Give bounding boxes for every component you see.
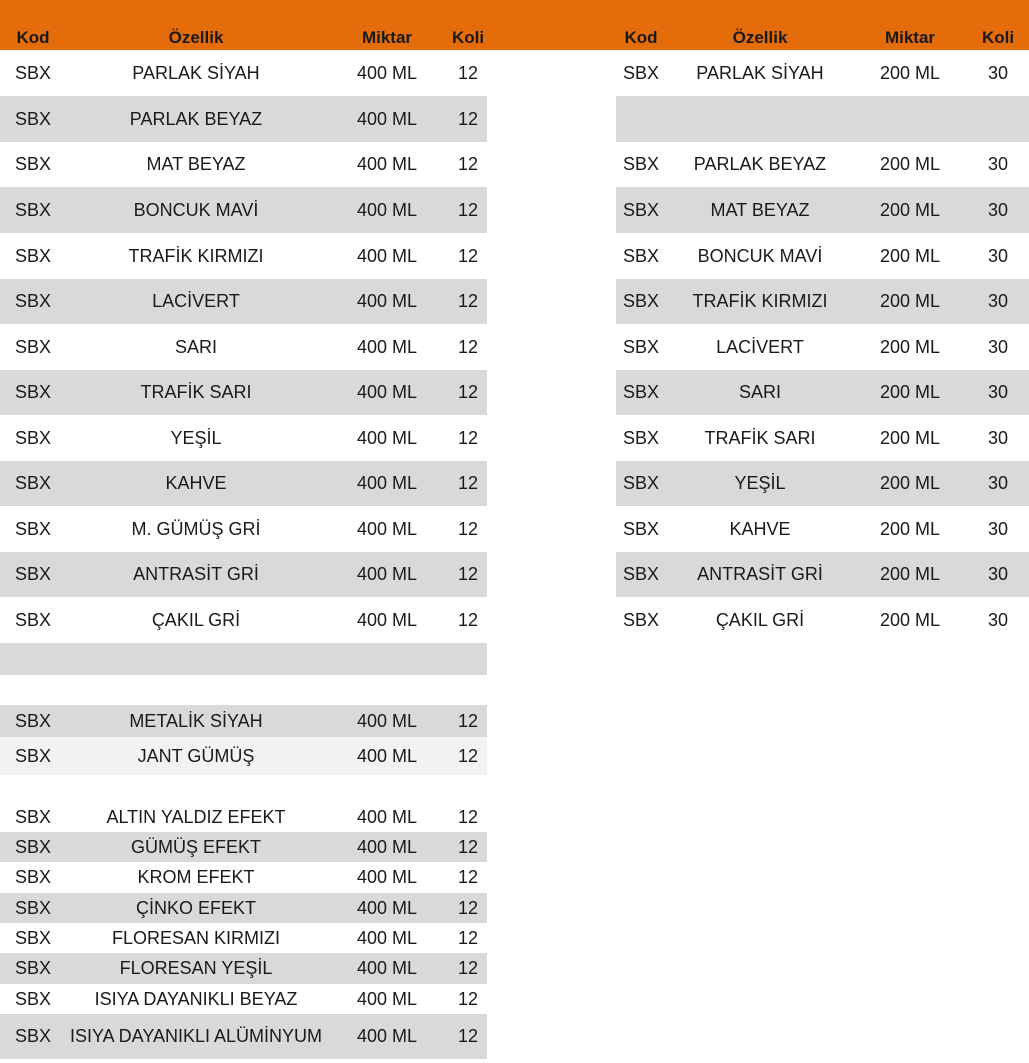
table-row: [0, 923, 487, 953]
cell-koli: 30: [987, 199, 1009, 220]
table-row: [0, 233, 487, 279]
table-row: [0, 862, 487, 893]
cell-kod: SBX: [14, 897, 52, 918]
cell-miktar: [336, 643, 438, 675]
cell-miktar: 400 ML: [356, 336, 418, 357]
cell-miktar: 400 ML: [356, 291, 418, 311]
cell-koli: 12: [457, 897, 479, 918]
table-row: [616, 506, 1029, 552]
cell-miktar: 400 ML: [356, 836, 418, 857]
cell-ozellik: MAT BEYAZ: [710, 199, 810, 220]
cell-miktar: 400 ML: [356, 427, 418, 448]
cell-miktar: 200 ML: [879, 382, 941, 402]
table-row: [0, 142, 487, 187]
cell-kod: SBX: [14, 382, 52, 402]
cell-miktar: 200 ML: [879, 336, 941, 357]
cell-koli: 12: [457, 806, 479, 827]
header-miktar: Miktar: [884, 28, 936, 47]
cell-ozellik: LACİVERT: [152, 291, 240, 311]
cell-koli: 12: [457, 382, 479, 402]
table-row: [616, 324, 1029, 370]
cell-ozellik: ANTRASİT GRİ: [133, 564, 259, 584]
cell-miktar: [860, 96, 960, 142]
cell-miktar: 400 ML: [356, 897, 418, 918]
table-row: [0, 370, 487, 415]
cell-koli: 12: [457, 564, 479, 584]
cell-ozellik: SARI: [738, 382, 781, 402]
cell-ozellik: BONCUK MAVİ: [133, 199, 259, 220]
header-miktar: Miktar: [361, 28, 413, 47]
cell-miktar: 400 ML: [356, 245, 418, 266]
cell-ozellik: KAHVE: [729, 518, 791, 539]
cell-koli: 12: [457, 291, 479, 311]
cell-miktar: 200 ML: [879, 427, 941, 448]
cell-koli: 12: [457, 609, 479, 630]
cell-miktar: 400 ML: [356, 988, 418, 1009]
cell-miktar: 400 ML: [356, 867, 418, 887]
cell-miktar: 400 ML: [356, 710, 418, 731]
cell-kod: SBX: [14, 958, 52, 978]
header-koli: Koli: [981, 28, 1015, 47]
cell-miktar: 400 ML: [356, 63, 418, 83]
cell-koli: 30: [987, 564, 1009, 584]
cell-miktar: 200 ML: [879, 63, 941, 83]
cell-kod: SBX: [14, 108, 52, 129]
cell-kod: SBX: [622, 382, 660, 402]
table-header-row: [0, 22, 487, 50]
cell-miktar: 400 ML: [356, 609, 418, 630]
cell-koli: [970, 96, 1026, 142]
cell-koli: 30: [987, 427, 1009, 448]
table-row: [616, 51, 1029, 96]
cell-ozellik: YEŞİL: [734, 473, 786, 493]
cell-koli: 12: [457, 836, 479, 857]
cell-ozellik: LACİVERT: [716, 336, 804, 357]
cell-kod: SBX: [14, 806, 52, 827]
cell-ozellik: JANT GÜMÜŞ: [137, 745, 255, 766]
cell-kod: SBX: [622, 63, 660, 83]
cell-ozellik: TRAFİK KIRMIZI: [692, 291, 828, 311]
cell-kod: SBX: [14, 710, 52, 731]
cell-kod: SBX: [14, 518, 52, 539]
cell-kod: SBX: [622, 473, 660, 493]
table-row: [0, 552, 487, 597]
cell-miktar: 200 ML: [879, 473, 941, 493]
header-ozellik: Özellik: [168, 28, 224, 47]
cell-ozellik: ISIYA DAYANIKLI BEYAZ: [94, 988, 298, 1009]
cell-ozellik: PARLAK SİYAH: [132, 63, 260, 83]
cell-koli: 12: [457, 427, 479, 448]
cell-koli: 12: [457, 199, 479, 220]
cell-koli: 30: [987, 154, 1009, 174]
cell-kod: SBX: [14, 1026, 52, 1046]
cell-ozellik: ANTRASİT GRİ: [697, 564, 823, 584]
cell-kod: [0, 643, 66, 675]
cell-koli: 12: [457, 63, 479, 83]
cell-ozellik: BONCUK MAVİ: [697, 245, 823, 266]
cell-kod: [616, 96, 666, 142]
cell-koli: 30: [987, 382, 1009, 402]
table-row: [0, 324, 487, 370]
cell-koli: [438, 643, 498, 675]
cell-kod: SBX: [14, 245, 52, 266]
header-koli: Koli: [451, 28, 485, 47]
cell-koli: 30: [987, 609, 1009, 630]
cell-koli: 30: [987, 336, 1009, 357]
cell-koli: 12: [457, 108, 479, 129]
cell-ozellik: SARI: [174, 336, 217, 357]
table-row: [616, 279, 1029, 324]
cell-ozellik: KAHVE: [165, 473, 227, 493]
cell-kod: SBX: [14, 336, 52, 357]
cell-koli: 30: [987, 245, 1009, 266]
header-kod: Kod: [16, 28, 50, 47]
cell-kod: SBX: [622, 199, 660, 220]
table-row: [0, 705, 487, 737]
header-kod: Kod: [624, 28, 658, 47]
cell-kod: SBX: [622, 564, 660, 584]
table-row: [616, 142, 1029, 187]
cell-miktar: 200 ML: [879, 291, 941, 311]
cell-ozellik: TRAFİK KIRMIZI: [128, 245, 264, 266]
cell-miktar: 400 ML: [356, 382, 418, 402]
cell-miktar: 400 ML: [356, 154, 418, 174]
cell-koli: 12: [457, 473, 479, 493]
cell-miktar: 200 ML: [879, 609, 941, 630]
cell-kod: SBX: [622, 154, 660, 174]
cell-miktar: 400 ML: [356, 745, 418, 766]
cell-koli: 12: [457, 988, 479, 1009]
cell-koli: 12: [457, 927, 479, 948]
cell-kod: SBX: [14, 745, 52, 766]
cell-miktar: 400 ML: [356, 564, 418, 584]
cell-koli: 30: [987, 291, 1009, 311]
cell-koli: 30: [987, 473, 1009, 493]
table-row: [0, 1014, 487, 1059]
cell-koli: 12: [457, 867, 479, 887]
cell-koli: 12: [457, 518, 479, 539]
table-header-row: [616, 22, 1029, 50]
cell-kod: SBX: [14, 473, 52, 493]
table-row: [0, 506, 487, 552]
cell-kod: SBX: [622, 336, 660, 357]
cell-ozellik: FLORESAN KIRMIZI: [111, 927, 281, 948]
empty-row: [616, 96, 1029, 142]
cell-miktar: 400 ML: [356, 199, 418, 220]
cell-ozellik: ÇAKIL GRİ: [715, 609, 805, 630]
table-row: [0, 953, 487, 984]
cell-koli: 12: [457, 336, 479, 357]
table-row: [616, 461, 1029, 506]
cell-kod: SBX: [14, 609, 52, 630]
table-row: [616, 187, 1029, 233]
cell-ozellik: ÇAKIL GRİ: [151, 609, 241, 630]
table-row: [0, 415, 487, 461]
cell-koli: 30: [987, 518, 1009, 539]
cell-kod: SBX: [14, 988, 52, 1009]
table-row: [616, 597, 1029, 643]
cell-ozellik: FLORESAN YEŞİL: [119, 958, 273, 978]
table-row: [616, 233, 1029, 279]
cell-kod: SBX: [14, 154, 52, 174]
cell-koli: 12: [457, 710, 479, 731]
cell-koli: 12: [457, 245, 479, 266]
table-row: [0, 51, 487, 96]
cell-miktar: 200 ML: [879, 199, 941, 220]
cell-miktar: 400 ML: [356, 958, 418, 978]
cell-miktar: 400 ML: [356, 108, 418, 129]
cell-koli: 12: [457, 958, 479, 978]
cell-kod: SBX: [622, 518, 660, 539]
cell-kod: SBX: [622, 427, 660, 448]
cell-miktar: 400 ML: [356, 806, 418, 827]
cell-kod: SBX: [14, 564, 52, 584]
cell-miktar: 200 ML: [879, 154, 941, 174]
cell-miktar: 200 ML: [879, 564, 941, 584]
cell-kod: SBX: [14, 836, 52, 857]
cell-miktar: 400 ML: [356, 1026, 418, 1046]
cell-kod: SBX: [14, 291, 52, 311]
cell-ozellik: M. GÜMÜŞ GRİ: [131, 518, 261, 539]
cell-miktar: 400 ML: [356, 473, 418, 493]
table-row: [616, 415, 1029, 461]
cell-ozellik: MAT BEYAZ: [146, 154, 246, 174]
cell-ozellik: PARLAK BEYAZ: [129, 108, 263, 129]
cell-miktar: 200 ML: [879, 245, 941, 266]
cell-kod: SBX: [622, 291, 660, 311]
empty-row: [0, 643, 487, 675]
cell-miktar: 200 ML: [879, 518, 941, 539]
cell-kod: SBX: [14, 867, 52, 887]
table-row: [616, 552, 1029, 597]
cell-ozellik: TRAFİK SARI: [704, 427, 816, 448]
cell-ozellik: METALİK SİYAH: [129, 710, 263, 731]
table-row: [0, 187, 487, 233]
cell-kod: SBX: [14, 927, 52, 948]
cell-ozellik: YEŞİL: [170, 427, 222, 448]
table-row: [0, 737, 487, 775]
cell-ozellik: PARLAK BEYAZ: [693, 154, 827, 174]
cell-kod: SBX: [14, 199, 52, 220]
table-row: [0, 832, 487, 862]
cell-ozellik: ISIYA DAYANIKLI ALÜMİNYUM: [69, 1026, 323, 1046]
table-row: [0, 279, 487, 324]
table-row: [0, 893, 487, 923]
cell-miktar: 400 ML: [356, 518, 418, 539]
cell-ozellik: [676, 96, 844, 142]
table-row: [616, 370, 1029, 415]
header-ozellik: Özellik: [732, 28, 788, 47]
cell-koli: 12: [457, 1026, 479, 1046]
cell-ozellik: GÜMÜŞ EFEKT: [130, 836, 261, 857]
cell-koli: 12: [457, 154, 479, 174]
cell-ozellik: [66, 643, 326, 675]
table-row: [0, 984, 487, 1014]
cell-kod: SBX: [622, 609, 660, 630]
cell-kod: SBX: [622, 245, 660, 266]
cell-ozellik: ÇİNKO EFEKT: [135, 897, 256, 918]
cell-koli: 30: [987, 63, 1009, 83]
cell-miktar: 400 ML: [356, 927, 418, 948]
table-row: [0, 597, 487, 643]
cell-ozellik: PARLAK SİYAH: [696, 63, 824, 83]
cell-ozellik: KROM EFEKT: [137, 867, 255, 887]
table-row: [0, 461, 487, 506]
cell-kod: SBX: [14, 63, 52, 83]
table-row: [0, 96, 487, 142]
table-row: [0, 802, 487, 832]
cell-ozellik: ALTIN YALDIZ EFEKT: [106, 806, 286, 827]
cell-koli: 12: [457, 745, 479, 766]
cell-kod: SBX: [14, 427, 52, 448]
cell-ozellik: TRAFİK SARI: [140, 382, 252, 402]
